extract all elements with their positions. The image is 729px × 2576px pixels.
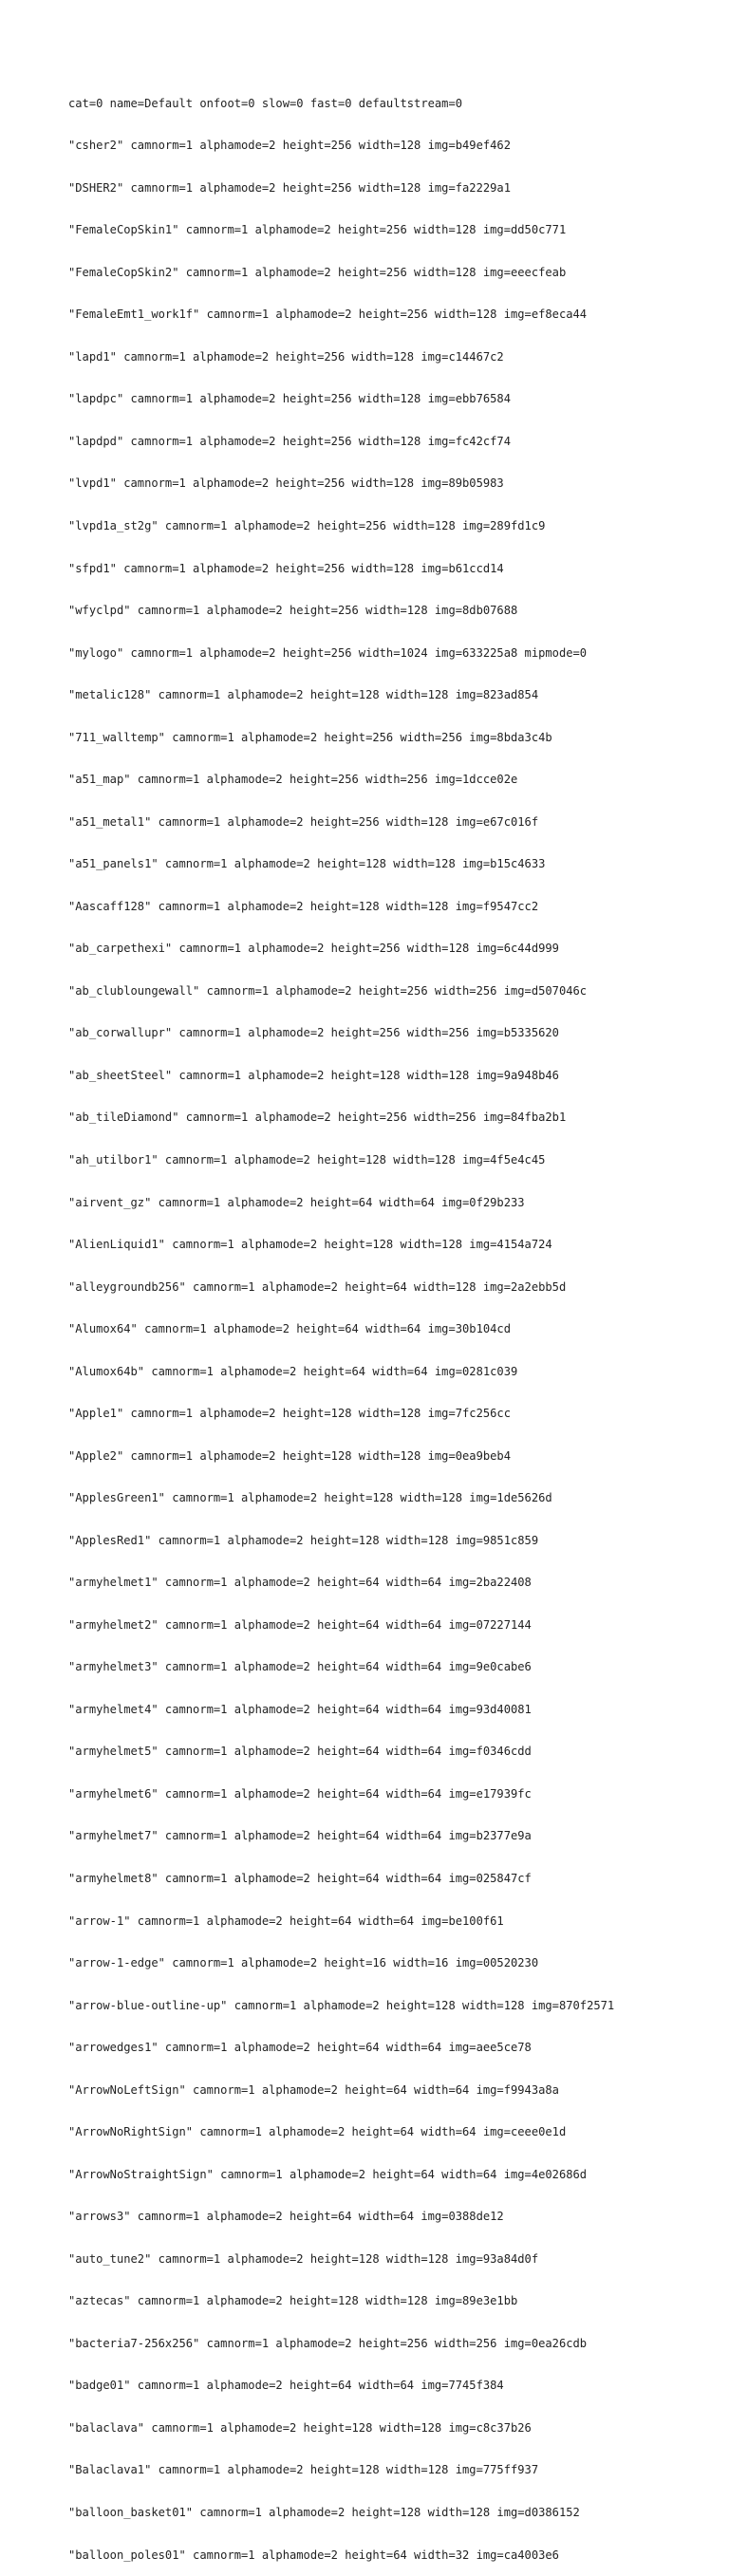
text-line: "Aascaff128" camnorm=1 alphamode=2 height=128 width=128 img=f9547cc2 xyxy=(68,899,539,913)
text-line: "alleygroundb256" camnorm=1 alphamode=2 height=64 width=128 img=2a2ebb5d xyxy=(68,1279,567,1294)
text-line: "Balaclava1" camnorm=1 alphamode=2 height=128 width=128 img=775ff937 xyxy=(68,2463,539,2477)
text-line: "arrowedges1" camnorm=1 alphamode=2 height=64 width=64 img=aee5ce78 xyxy=(68,2041,532,2055)
text-line: "Alumox64" camnorm=1 alphamode=2 height=64 width=64 img=30b104cd xyxy=(68,1322,511,1336)
text-line: "wfyclpd" camnorm=1 alphamode=2 height=256 width=128 img=8db07688 xyxy=(68,604,518,618)
text-line: "Apple1" camnorm=1 alphamode=2 height=128 width=128 img=7fc256cc xyxy=(68,1407,511,1421)
text-line: "balloon_poles01" camnorm=1 alphamode=2 height=64 width=32 img=ca4003e6 xyxy=(68,2548,559,2562)
text-line: "FemaleCopSkin2" camnorm=1 alphamode=2 height=256 width=128 img=eeecfeab xyxy=(68,265,567,279)
text-line: "auto_tune2" camnorm=1 alphamode=2 height=128 width=128 img=93a84d0f xyxy=(68,2251,539,2266)
text-line: "lapdpd" camnorm=1 alphamode=2 height=256 width=128 img=fc42cf74 xyxy=(68,434,511,448)
text-line: "armyhelmet3" camnorm=1 alphamode=2 height=64 width=64 img=9e0cabe6 xyxy=(68,1660,532,1674)
text-line: "arrow-blue-outline-up" camnorm=1 alphamode=2 height=128 width=128 img=870f2571 xyxy=(68,1998,615,2012)
text-line: "lapdpc" camnorm=1 alphamode=2 height=256 width=128 img=ebb76584 xyxy=(68,392,511,406)
text-line: "lapd1" camnorm=1 alphamode=2 height=256 width=128 img=c14467c2 xyxy=(68,349,504,364)
text-line: "ArrowNoLeftSign" camnorm=1 alphamode=2 height=64 width=64 img=f9943a8a xyxy=(68,2082,559,2097)
text-line: "lvpd1a_st2g" camnorm=1 alphamode=2 height=256 width=128 img=289fd1c9 xyxy=(68,519,546,532)
text-line: "arrow-1" camnorm=1 alphamode=2 height=64 width=64 img=be100f61 xyxy=(68,1913,504,1928)
text-line: "a51_map" camnorm=1 alphamode=2 height=256 width=256 img=1dcce02e xyxy=(68,773,518,787)
text-line: "armyhelmet6" camnorm=1 alphamode=2 height=64 width=64 img=e17939fc xyxy=(68,1786,532,1801)
text-line: "ApplesRed1" camnorm=1 alphamode=2 height=128 width=128 img=9851c859 xyxy=(68,1533,539,1547)
text-line: "FemaleEmt1_work1f" camnorm=1 alphamode=2 height=256 width=128 img=ef8eca44 xyxy=(68,308,588,322)
text-line: "Apple2" camnorm=1 alphamode=2 height=128 width=128 img=0ea9beb4 xyxy=(68,1448,511,1463)
text-line: "ApplesGreen1" camnorm=1 alphamode=2 height=128 width=128 img=1de5626d xyxy=(68,1491,552,1505)
text-line: "balloon_basket01" camnorm=1 alphamode=2 height=128 width=128 img=d0386152 xyxy=(68,2505,580,2519)
text-line: "csher2" camnorm=1 alphamode=2 height=256 width=128 img=b49ef462 xyxy=(68,139,511,153)
text-line: "airvent_gz" camnorm=1 alphamode=2 height=64 width=64 img=0f29b233 xyxy=(68,1195,525,1209)
text-line: "a51_panels1" camnorm=1 alphamode=2 height=128 width=128 img=b15c4633 xyxy=(68,857,546,871)
text-line: "metalic128" camnorm=1 alphamode=2 height=128 width=128 img=823ad854 xyxy=(68,688,539,702)
text-line: "aztecas" camnorm=1 alphamode=2 height=128 width=128 img=89e3e1bb xyxy=(68,2294,518,2308)
text-line: "arrows3" camnorm=1 alphamode=2 height=64 width=64 img=0388de12 xyxy=(68,2210,504,2224)
text-line: "a51_metal1" camnorm=1 alphamode=2 height=256 width=128 img=e67c016f xyxy=(68,814,539,829)
text-line: "badge01" camnorm=1 alphamode=2 height=64 width=64 img=7745f384 xyxy=(68,2379,504,2393)
text-line: "ab_carpethexi" camnorm=1 alphamode=2 height=256 width=128 img=6c44d999 xyxy=(68,942,559,956)
text-line: "bacteria7-256x256" camnorm=1 alphamode=2 height=256 width=256 img=0ea26cdb xyxy=(68,2336,588,2350)
text-line: "ab_sheetSteel" camnorm=1 alphamode=2 height=128 width=128 img=9a948b46 xyxy=(68,1068,559,1082)
text-line: "AlienLiquid1" camnorm=1 alphamode=2 height=128 width=128 img=4154a724 xyxy=(68,1238,552,1252)
text-line: "ab_clubloungewall" camnorm=1 alphamode=2 height=256 width=256 img=d507046c xyxy=(68,983,588,998)
text-line: "sfpd1" camnorm=1 alphamode=2 height=256 width=128 img=b61ccd14 xyxy=(68,561,504,575)
text-line: "arrow-1-edge" camnorm=1 alphamode=2 height=16 width=16 img=00520230 xyxy=(68,1956,539,1970)
text-line: "balaclava" camnorm=1 alphamode=2 height=128 width=128 img=c8c37b26 xyxy=(68,2420,532,2435)
text-line: "ah_utilbor1" camnorm=1 alphamode=2 height=128 width=128 img=4f5e4c45 xyxy=(68,1152,546,1167)
text-line: "ArrowNoStraightSign" camnorm=1 alphamode=2 height=64 width=64 img=4e02686d xyxy=(68,2167,588,2181)
text-line: "armyhelmet5" camnorm=1 alphamode=2 height=64 width=64 img=f0346cdd xyxy=(68,1745,532,1759)
text-line: "armyhelmet4" camnorm=1 alphamode=2 height=64 width=64 img=93d40081 xyxy=(68,1702,532,1716)
text-line: "armyhelmet8" camnorm=1 alphamode=2 height=64 width=64 img=025847cf xyxy=(68,1872,532,1885)
text-line: "FemaleCopSkin1" camnorm=1 alphamode=2 height=256 width=128 img=dd50c771 xyxy=(68,223,567,237)
text-line: "ArrowNoRightSign" camnorm=1 alphamode=2 height=64 width=64 img=ceee0e1d xyxy=(68,2125,567,2139)
text-line: "armyhelmet7" camnorm=1 alphamode=2 height=64 width=64 img=b2377e9a xyxy=(68,1829,532,1843)
text-line: "711_walltemp" camnorm=1 alphamode=2 height=256 width=256 img=8bda3c4b xyxy=(68,730,552,744)
text-line: "Alumox64b" camnorm=1 alphamode=2 height=64 width=64 img=0281c039 xyxy=(68,1364,518,1378)
text-line: "mylogo" camnorm=1 alphamode=2 height=256 width=1024 img=633225a8 mipmode=0 xyxy=(68,645,588,660)
document-text xyxy=(68,68,714,2576)
text-line: "lvpd1" camnorm=1 alphamode=2 height=256 width=128 img=89b05983 xyxy=(68,476,504,491)
text-line: "ab_corwallupr" camnorm=1 alphamode=2 height=256 width=256 img=b5335620 xyxy=(68,1026,559,1040)
text-line: "ab_tileDiamond" camnorm=1 alphamode=2 height=256 width=256 img=84fba2b1 xyxy=(68,1111,567,1125)
text-line: "armyhelmet1" camnorm=1 alphamode=2 height=64 width=64 img=2ba22408 xyxy=(68,1576,532,1590)
text-line: "armyhelmet2" camnorm=1 alphamode=2 height=64 width=64 img=07227144 xyxy=(68,1617,532,1632)
text-line: cat=0 name=Default onfoot=0 slow=0 fast=0 defaultstream=0 xyxy=(68,96,463,110)
text-line: "DSHER2" camnorm=1 alphamode=2 height=256 width=128 img=fa2229a1 xyxy=(68,180,511,195)
